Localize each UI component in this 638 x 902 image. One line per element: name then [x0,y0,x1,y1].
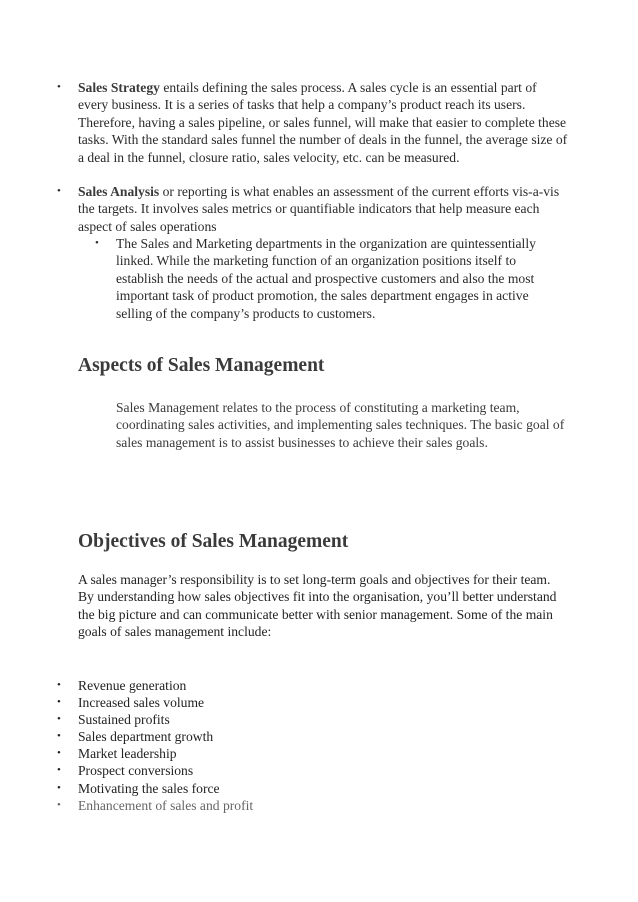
bullet-icon: • [57,781,61,794]
bullet-icon: • [57,798,61,811]
heading-objectives: Objectives of Sales Management [78,531,349,552]
goal-text: Enhancement of sales and profit [78,797,254,813]
list-item [57,694,478,711]
list-item [57,797,478,814]
bullet-icon: • [57,730,61,743]
bullet-icon: • [57,764,61,777]
goal-text: Sustained profits [78,712,170,728]
text-sales-analysis: or reporting is what enables an assessment of the current efforts vis-a-vis the targets. It involves sales metrics or quantifiable indicators that help measure each aspect of sales operations [78,184,560,234]
paragraph-objectives: A sales manager’s responsibility is to set long-term goals and objectives for their team. By understanding how sales objectives fit into the organisation, you’ll better understand the big picture and can communicate better with senior management. Some of the main goals of sales management include: [78,572,557,640]
goal-text: Increased sales volume [78,695,205,711]
goal-text: Prospect conversions [78,763,194,779]
paragraph-aspects: Sales Management relates to the process of constituting a marketing team, coordinating sales activities, and implementing sales techniques. The basic goal of sales management is to assist businesses to achieve their sales goals. [116,400,565,450]
bullet-icon: • [57,713,61,726]
bullet-icon: • [57,185,61,197]
list-item [57,762,478,779]
bullet-icon: • [57,81,61,93]
list-item [57,780,478,797]
sub-item-text: The Sales and Marketing departments in the organization are quintessentially linked. While the marketing function of an organization positions itself to establish the needs of the actual and prospective customers and also the most important task of product promotion, the sales department engages in active selling of the company’s products to customers. [116,236,536,321]
goal-text: Market leadership [78,746,177,762]
goal-text: Sales department growth [78,729,214,745]
sub-list-item-sales-marketing [95,235,566,322]
list-item [57,677,478,694]
goals-list [57,677,478,814]
list-item-sales-analysis [57,183,568,235]
term-sales-analysis: Sales Analysis [78,184,160,199]
goal-text: Revenue generation [78,678,187,693]
list-item [57,711,478,728]
bullet-icon: • [57,696,61,709]
bullet-icon: • [57,747,61,760]
list-item-sales-strategy [57,79,568,166]
bullet-icon: • [57,679,61,691]
list-item [57,745,478,762]
term-sales-strategy: Sales Strategy [78,80,160,95]
text-sales-strategy: entails defining the sales process. A sales cycle is an essential part of every business. It is a series of tasks that help a company’s product reach its users. Therefore, having a sales pipeline, or sales funnel, will make that easier to complete these tasks. With the standard sales funnel the number of deals in the funnel, the average size of a deal in the funnel, closure ratio, sales velocity, etc. can be measured. [78,80,568,165]
list-item [57,728,478,745]
goal-text: Motivating the sales force [78,780,220,796]
bullet-icon: • [95,237,99,249]
heading-aspects: Aspects of Sales Management [78,355,325,376]
